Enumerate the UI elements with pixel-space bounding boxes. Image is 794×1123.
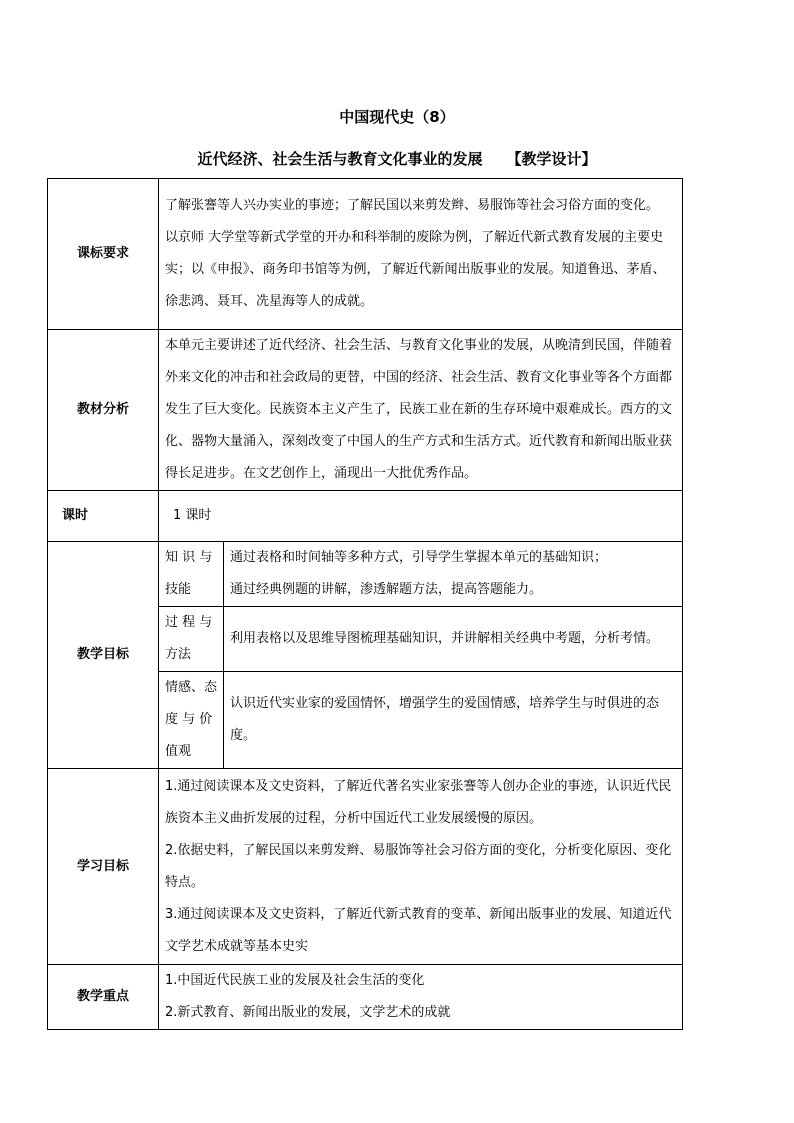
row-zhongdian [48,965,683,1030]
row-keshi [48,491,683,542]
content-qinggan: 认识近代实业家的爱国情怀，增强学生的爱国情感，培养学生与时俱进的态度。 [224,672,683,769]
label-zhongdian: 教学重点 [48,965,159,1030]
content-zhongdian [159,965,683,1030]
xuexi-item-1: 1.通过阅读课本及文史资料，了解近代著名实业家张謇等人创办企业的事迹，认识近代民族资本主义曲折发展的过程，分析中国近代工业发展缓慢的原因。 [165,778,672,826]
label-xuexi: 学习目标 [48,769,159,965]
jiaocai-text: 本单元主要讲述了近代经济、社会生活、与教育文化事业的发展，从晚清到民国，伴随着外来文化的冲击和社会政局的更替，中国的经济、社会生活、教育文化事业等各个方面都发生了巨大变化。民族资本主义产生了，民族工业在新的生存环境中艰难成长。西方的文化、器物大量涌入，深刻改变了中国人的生产方式和生活方式。近代教育和新闻出版业获得长足进步。在文艺创作上，涌现出一大批优秀作品。 [165,338,673,481]
zhishi-line-1: 通过表格和时间轴等多种方式，引导学生掌握本单元的基础知识； [230,550,608,565]
subtitle-text: 近代经济、社会生活与教育文化事业的发展 [197,150,483,168]
dim-qinggan: 情感、态 度 与 价 值观 [159,672,224,769]
row-jiaocai [48,330,683,491]
xuexi-item-3: 3.通过阅读课本及文史资料，了解近代新式教育的变革、新闻出版事业的发展、知道近代文学艺术成就等基本史实 [165,906,672,954]
content-xuexi [159,769,683,965]
label-kebiao: 课标要求 [48,179,159,330]
subtitle-tag: 【教学设计】 [506,150,597,168]
kebiao-p2: 以京师 大学堂等新式学堂的开办和科举制的废除为例，了解近代新式教育发展的主要史实；以《申报》、商务印书馆等为例，了解近代新闻出版事业的发展。知道鲁迅、茅盾、徐悲鸿、聂耳、冼星海等人的成就。 [165,230,666,309]
row-kebiao [48,179,683,330]
row-xuexi [48,769,683,965]
content-kebiao [159,179,683,330]
row-mubiao-1 [48,542,683,607]
dim-guocheng: 过 程 与 方法 [159,607,224,672]
kebiao-p1: 了解张謇等人兴办实业的事迹；了解民国以来剪发辫、易服饰等社会习俗方面的变化。 [165,198,660,213]
label-keshi: 课时 [48,491,159,542]
zhishi-line-2: 通过经典例题的讲解，渗透解题方法，提高答题能力。 [230,582,543,597]
xuexi-item-2: 2.依据史料，了解民国以来剪发辫、易服饰等社会习俗方面的变化，分析变化原因、变化特点。 [165,842,672,890]
label-jiaocai: 教材分析 [48,330,159,491]
page-title: 中国现代史（8） [339,108,455,126]
dim-zhishi: 知 识 与 技能 [159,542,224,607]
page-subtitle [0,148,794,169]
lesson-plan-table [47,178,683,1030]
zhongdian-item-2: 2.新式教育、新闻出版业的发展，文学艺术的成就 [165,1005,451,1020]
label-mubiao: 教学目标 [48,542,159,769]
content-jiaocai [159,330,683,491]
content-keshi: 1 课时 [159,491,683,542]
content-guocheng: 利用表格以及思维导图梳理基础知识，并讲解相关经典中考题，分析考情。 [224,607,683,672]
content-zhishi [224,542,683,607]
zhongdian-item-1: 1.中国近代民族工业的发展及社会生活的变化 [165,973,425,988]
